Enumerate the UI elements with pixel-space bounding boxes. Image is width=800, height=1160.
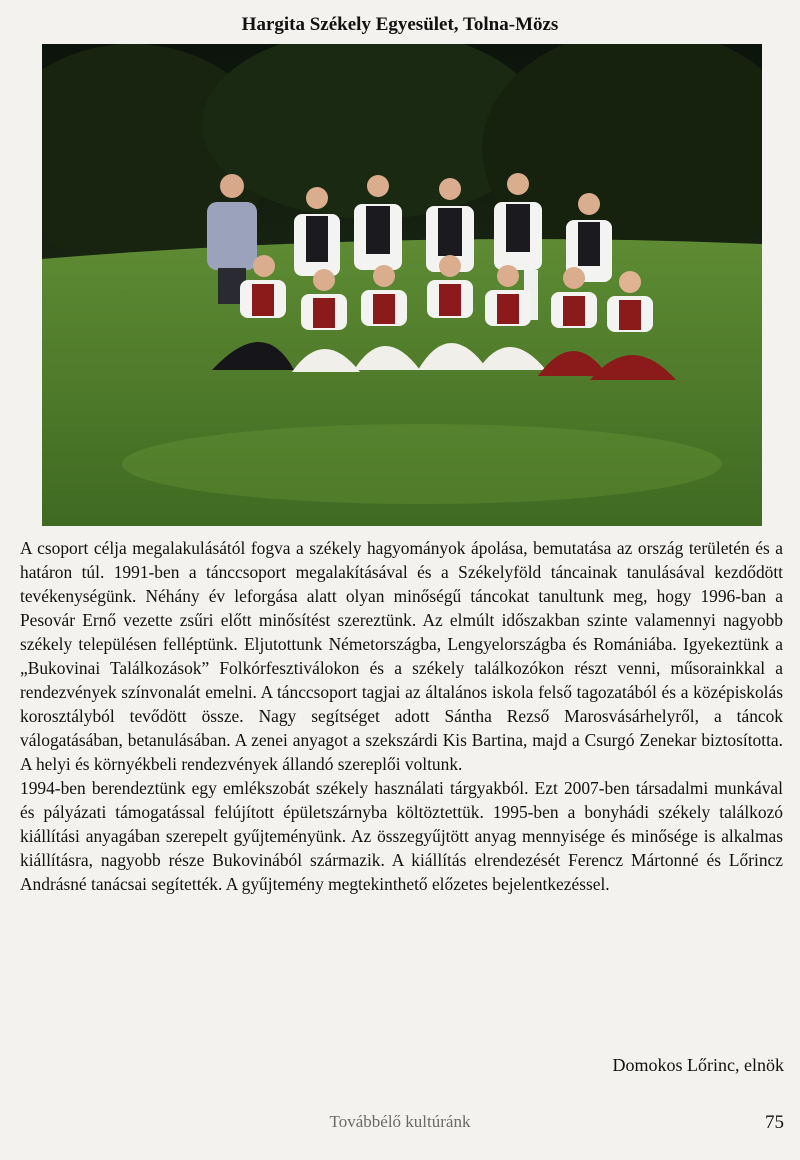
page-number: 75 bbox=[765, 1112, 784, 1133]
group-photo bbox=[42, 44, 762, 526]
footer-title: Továbbélő kultúránk bbox=[329, 1112, 471, 1131]
page-title: Hargita Székely Egyesület, Tolna-Mözs bbox=[241, 14, 559, 35]
article-body bbox=[20, 536, 783, 896]
signature: Domokos Lőrinc, elnök bbox=[612, 1055, 784, 1075]
article-paragraph: A csoport célja megalakulásától fogva a székely hagyományok ápolása, bemutatása az ország területén és a határon túl. 1991-ben a tánccsoport megalakításával és a Székelyföld táncainak tanulásával kezdődött tevékenységünk. Néhány év leforgása alatt olyan minőségű táncokat tanultunk meg, hogy 1996-ban a Pesovár Ernő vezette zsűri előtt minősítést szereztünk. Az elmúlt időszakban szinte valamennyi nagyobb székely településen felléptünk. Eljutottunk Németországba, Lengyelországba és Romániába. Igyekeztünk a „Bukovinai Találkozások” Folkórfesztiválokon és a székely találkozókon részt venni, műsorainkkal a rendezvények színvonalát emelni. A tánccsoport tagjai az általános iskola felső tagozatából és a középiskolás korosztályból tevődött össze. Nagy segítséget adott Sántha Rezső Marosvásárhelyről, a táncok válogatásában, betanulásában. A zenei anyagot a szekszárdi Kis Bartina, majd a Csurgó Zenekar biztosította. A helyi és környékbeli rendezvények állandó szereplői voltunk. bbox=[20, 538, 783, 774]
group-photo-illustration bbox=[42, 44, 762, 526]
article-paragraph: 1994-ben berendeztünk egy emlékszobát székely használati tárgyakból. Ezt 2007-ben társadalmi munkával és pályázati támogatással felújított épületszárnyba költöztettük. 1995-ben a bonyhádi székely találkozó kiállítási anyagában szerepelt gyűjteményünk. Az összegyűjtött anyag mennyisége és minősége is alkalmas kiállításra, nagyobb része Bukovinából származik. A kiállítás elrendezését Ferencz Mártonné és Lőrincz Andrásné tanácsai segítették. A gyűjtemény megtekinthető előzetes bejelentkezéssel. bbox=[20, 778, 783, 894]
